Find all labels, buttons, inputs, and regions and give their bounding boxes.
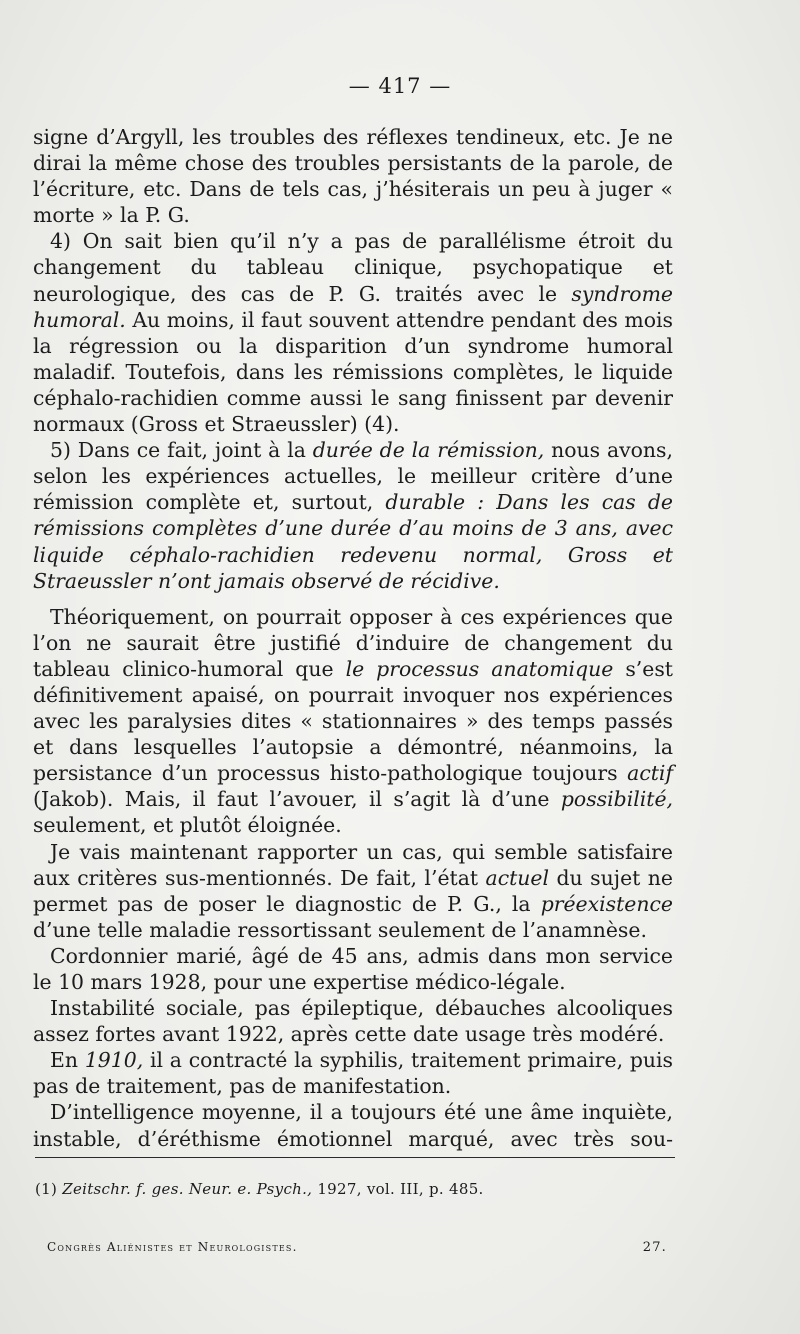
emphasis: le processus anatomique — [345, 656, 614, 681]
text-run: s’est définitivement apaisé, on pourrait invoquer nos expériences avec les paralysies dites « stationnaires » des temps passés et dans lesquelles l’autopsie a démontré, néanmoins, la persistance d’un processus histo-pathologique toujours — [33, 656, 673, 786]
text-run: nous avons, selon les expériences actuelles, le meilleur critère d’une rémission complète et, surtout, — [33, 438, 673, 515]
footnote-divider — [35, 1157, 675, 1158]
paragraph-5 — [33, 839, 673, 943]
signature-number: 27. — [642, 1240, 667, 1255]
paragraph-8 — [33, 1047, 673, 1099]
emphasis: durée de la rémission, — [312, 438, 545, 463]
page-footer — [47, 1240, 667, 1255]
paragraph-2 — [33, 228, 673, 437]
text-run: 4) On sait bien qu’il n’y a pas de parallélisme étroit du changement du tableau clinique, psychopatique et neurologique, des cas de P. G. traités avec le — [33, 229, 673, 306]
footnote — [35, 1180, 675, 1198]
paragraph-4 — [33, 604, 673, 839]
text-run: Théoriquement, on pourrait opposer à ces expériences que l’on ne saurait être justifié d’induire de changement du tableau clinico-humoral que — [33, 604, 673, 681]
paragraph-7: Instabilité sociale, pas épileptique, débauches alcooliques assez fortes avant 1922, après cette date usage très modéré. — [33, 996, 673, 1047]
emphasis: possibilité, — [560, 787, 673, 812]
paragraph-6: Cordonnier marié, âgé de 45 ans, admis dans mon service le 10 mars 1928, pour une expertise médico-légale. — [33, 943, 673, 994]
footnote-details: 1927, vol. III, p. 485. — [312, 1180, 484, 1198]
emphasis: durable : Dans les cas de rémissions complètes d’une durée d’au moins de 3 ans, avec liquide céphalo-rachidien redevenu normal, Gross et Straeussler n’ont jamais observé de récidive. — [33, 490, 673, 593]
emphasis: actuel — [485, 865, 550, 890]
footnote-source: Zeitschr. f. ges. Neur. e. Psych., — [62, 1180, 313, 1198]
text-run: 5) Dans ce fait, joint à la — [50, 438, 313, 463]
paragraph-3 — [33, 437, 673, 594]
emphasis: 1910, — [84, 1048, 144, 1073]
emphasis: préexistence — [540, 891, 673, 916]
footnote-marker: (1) — [35, 1180, 58, 1198]
body-text — [33, 124, 673, 1152]
text-run: (Jakob). Mais, il faut l’avouer, il s’agit là d’une — [33, 787, 561, 812]
text-run: d’une telle maladie ressortissant seulement de l’anamnèse. — [33, 917, 647, 942]
signature-mark: Congrès Aliénistes et Neurologistes. — [47, 1240, 298, 1254]
text-run: Au moins, il faut souvent attendre pendant des mois la régression ou la disparition d’un syndrome humoral maladif. Toutefois, dans les rémissions complètes, le liquide céphalo-rachidien comme aussi le sang finissent par devenir normaux (Gross et Straeussler) (4). — [33, 307, 673, 437]
paragraph-1: signe d’Argyll, les troubles des réflexes tendineux, etc. Je ne dirai la même chose des troubles persistants de la parole, de l’écriture, etc. Dans de tels cas, j’hésiterais un peu à juger « morte » la P. G. — [33, 125, 673, 228]
emphasis: actif — [627, 761, 673, 786]
text-run: seulement, et plutôt éloignée. — [33, 813, 342, 838]
text-run: du sujet ne permet pas de poser le diagnostic de P. G., la — [33, 865, 674, 916]
text-run: il a contracté la syphilis, traitement primaire, puis pas de traitement, pas de manifestation. — [33, 1048, 674, 1099]
emphasis: syndrome humoral. — [33, 281, 673, 332]
text-run: Je vais maintenant rapporter un cas, qui semble satisfaire aux critères sus-mentionnés. De fait, l’état — [33, 839, 673, 890]
page-number: — 417 — — [348, 74, 452, 98]
text-run: En — [50, 1048, 85, 1073]
paragraph-9: D’intelligence moyenne, il a toujours été une âme inquiète, instable, d’éréthisme émotionnel marqué, avec très sou- — [33, 1100, 673, 1151]
